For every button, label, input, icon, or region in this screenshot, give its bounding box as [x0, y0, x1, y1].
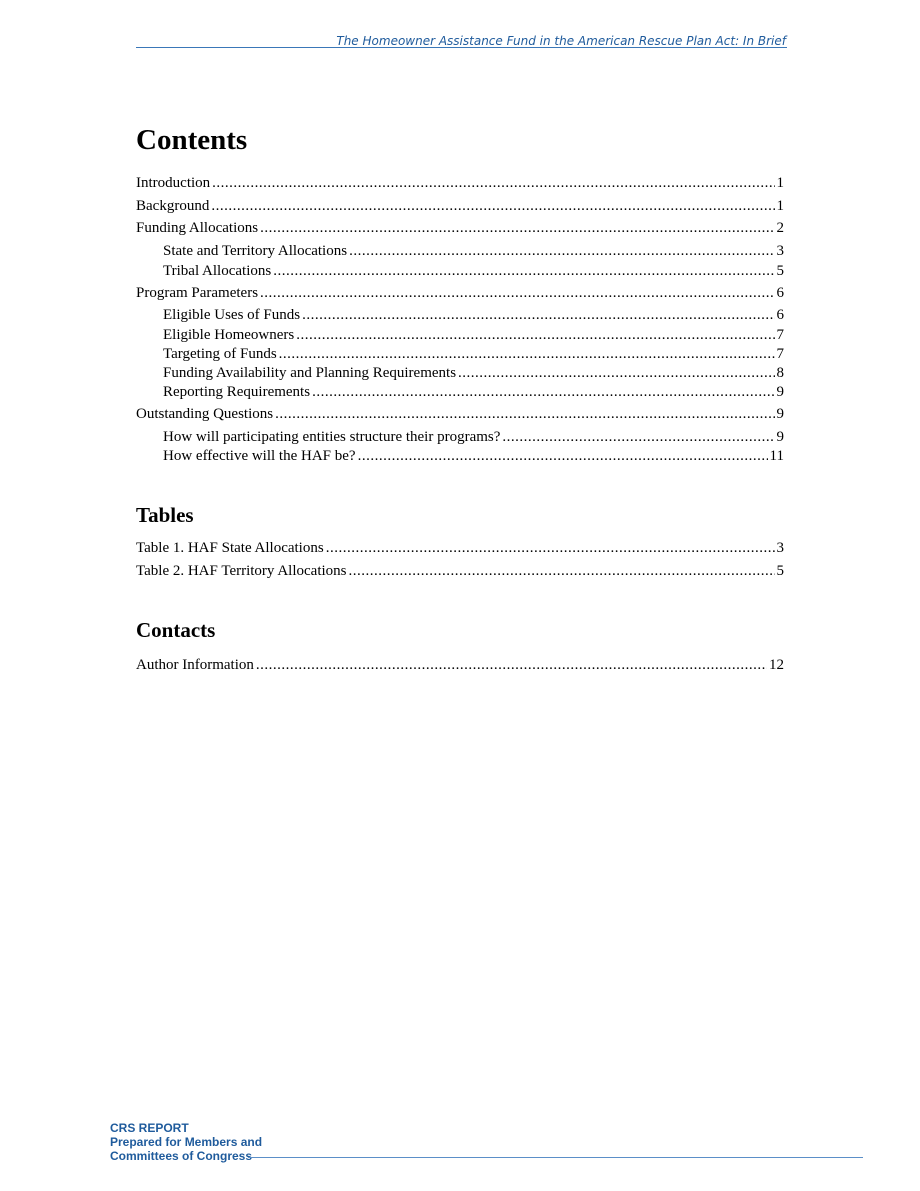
- toc-entry-eligible-uses[interactable]: Eligible Uses of Funds ..... 6: [163, 306, 784, 324]
- contents-heading: Contents: [136, 124, 248, 156]
- tables-heading: Tables: [136, 503, 194, 527]
- toc-entry-table-1[interactable]: Table 1. HAF State Allocations ..... 3: [136, 539, 784, 557]
- toc-entry-eligible-homeowners[interactable]: Eligible Homeowners ..... 7: [163, 326, 784, 344]
- crs-report-logo: [110, 1121, 262, 1163]
- footer-brand-title: CRS REPORT: [110, 1121, 189, 1135]
- toc-entry-program-parameters[interactable]: Program Parameters ..... 6: [136, 284, 784, 302]
- toc-entry-haf-effectiveness[interactable]: How effective will the HAF be? ..... 11: [163, 447, 784, 465]
- toc-entry-targeting-funds[interactable]: Targeting of Funds ..... 7: [163, 345, 784, 363]
- footer-brand-line3: Committees of Congress: [110, 1149, 253, 1163]
- running-header: The Homeowner Assistance Fund in the American Rescue Plan Act: In Brief: [336, 34, 786, 48]
- toc-entry-background[interactable]: Background ..... 1: [136, 197, 784, 215]
- toc-entry-program-structure[interactable]: How will participating entities structure their programs? ..... 9: [163, 428, 784, 446]
- toc-entry-author-information[interactable]: Author Information ..... 12: [136, 656, 784, 674]
- footer-rule: [248, 1157, 863, 1158]
- toc-entry-reporting-requirements[interactable]: Reporting Requirements ..... 9: [163, 383, 784, 401]
- toc-entry-table-2[interactable]: Table 2. HAF Territory Allocations ..... 5: [136, 562, 784, 580]
- footer-brand-line2: Prepared for Members and: [110, 1135, 263, 1149]
- toc-entry-funding-allocations[interactable]: Funding Allocations ..... 2: [136, 219, 784, 237]
- toc-entry-funding-availability[interactable]: Funding Availability and Planning Requirements ..... 8: [163, 364, 784, 382]
- toc-entry-outstanding-questions[interactable]: Outstanding Questions ..... 9: [136, 405, 784, 423]
- toc-entry-introduction[interactable]: Introduction ..... 1: [136, 174, 784, 192]
- contacts-heading: Contacts: [136, 618, 216, 642]
- toc-entry-state-territory-allocations[interactable]: State and Territory Allocations ..... 3: [163, 242, 784, 260]
- header-rule: [136, 47, 787, 48]
- toc-entry-tribal-allocations[interactable]: Tribal Allocations ..... 5: [163, 262, 784, 280]
